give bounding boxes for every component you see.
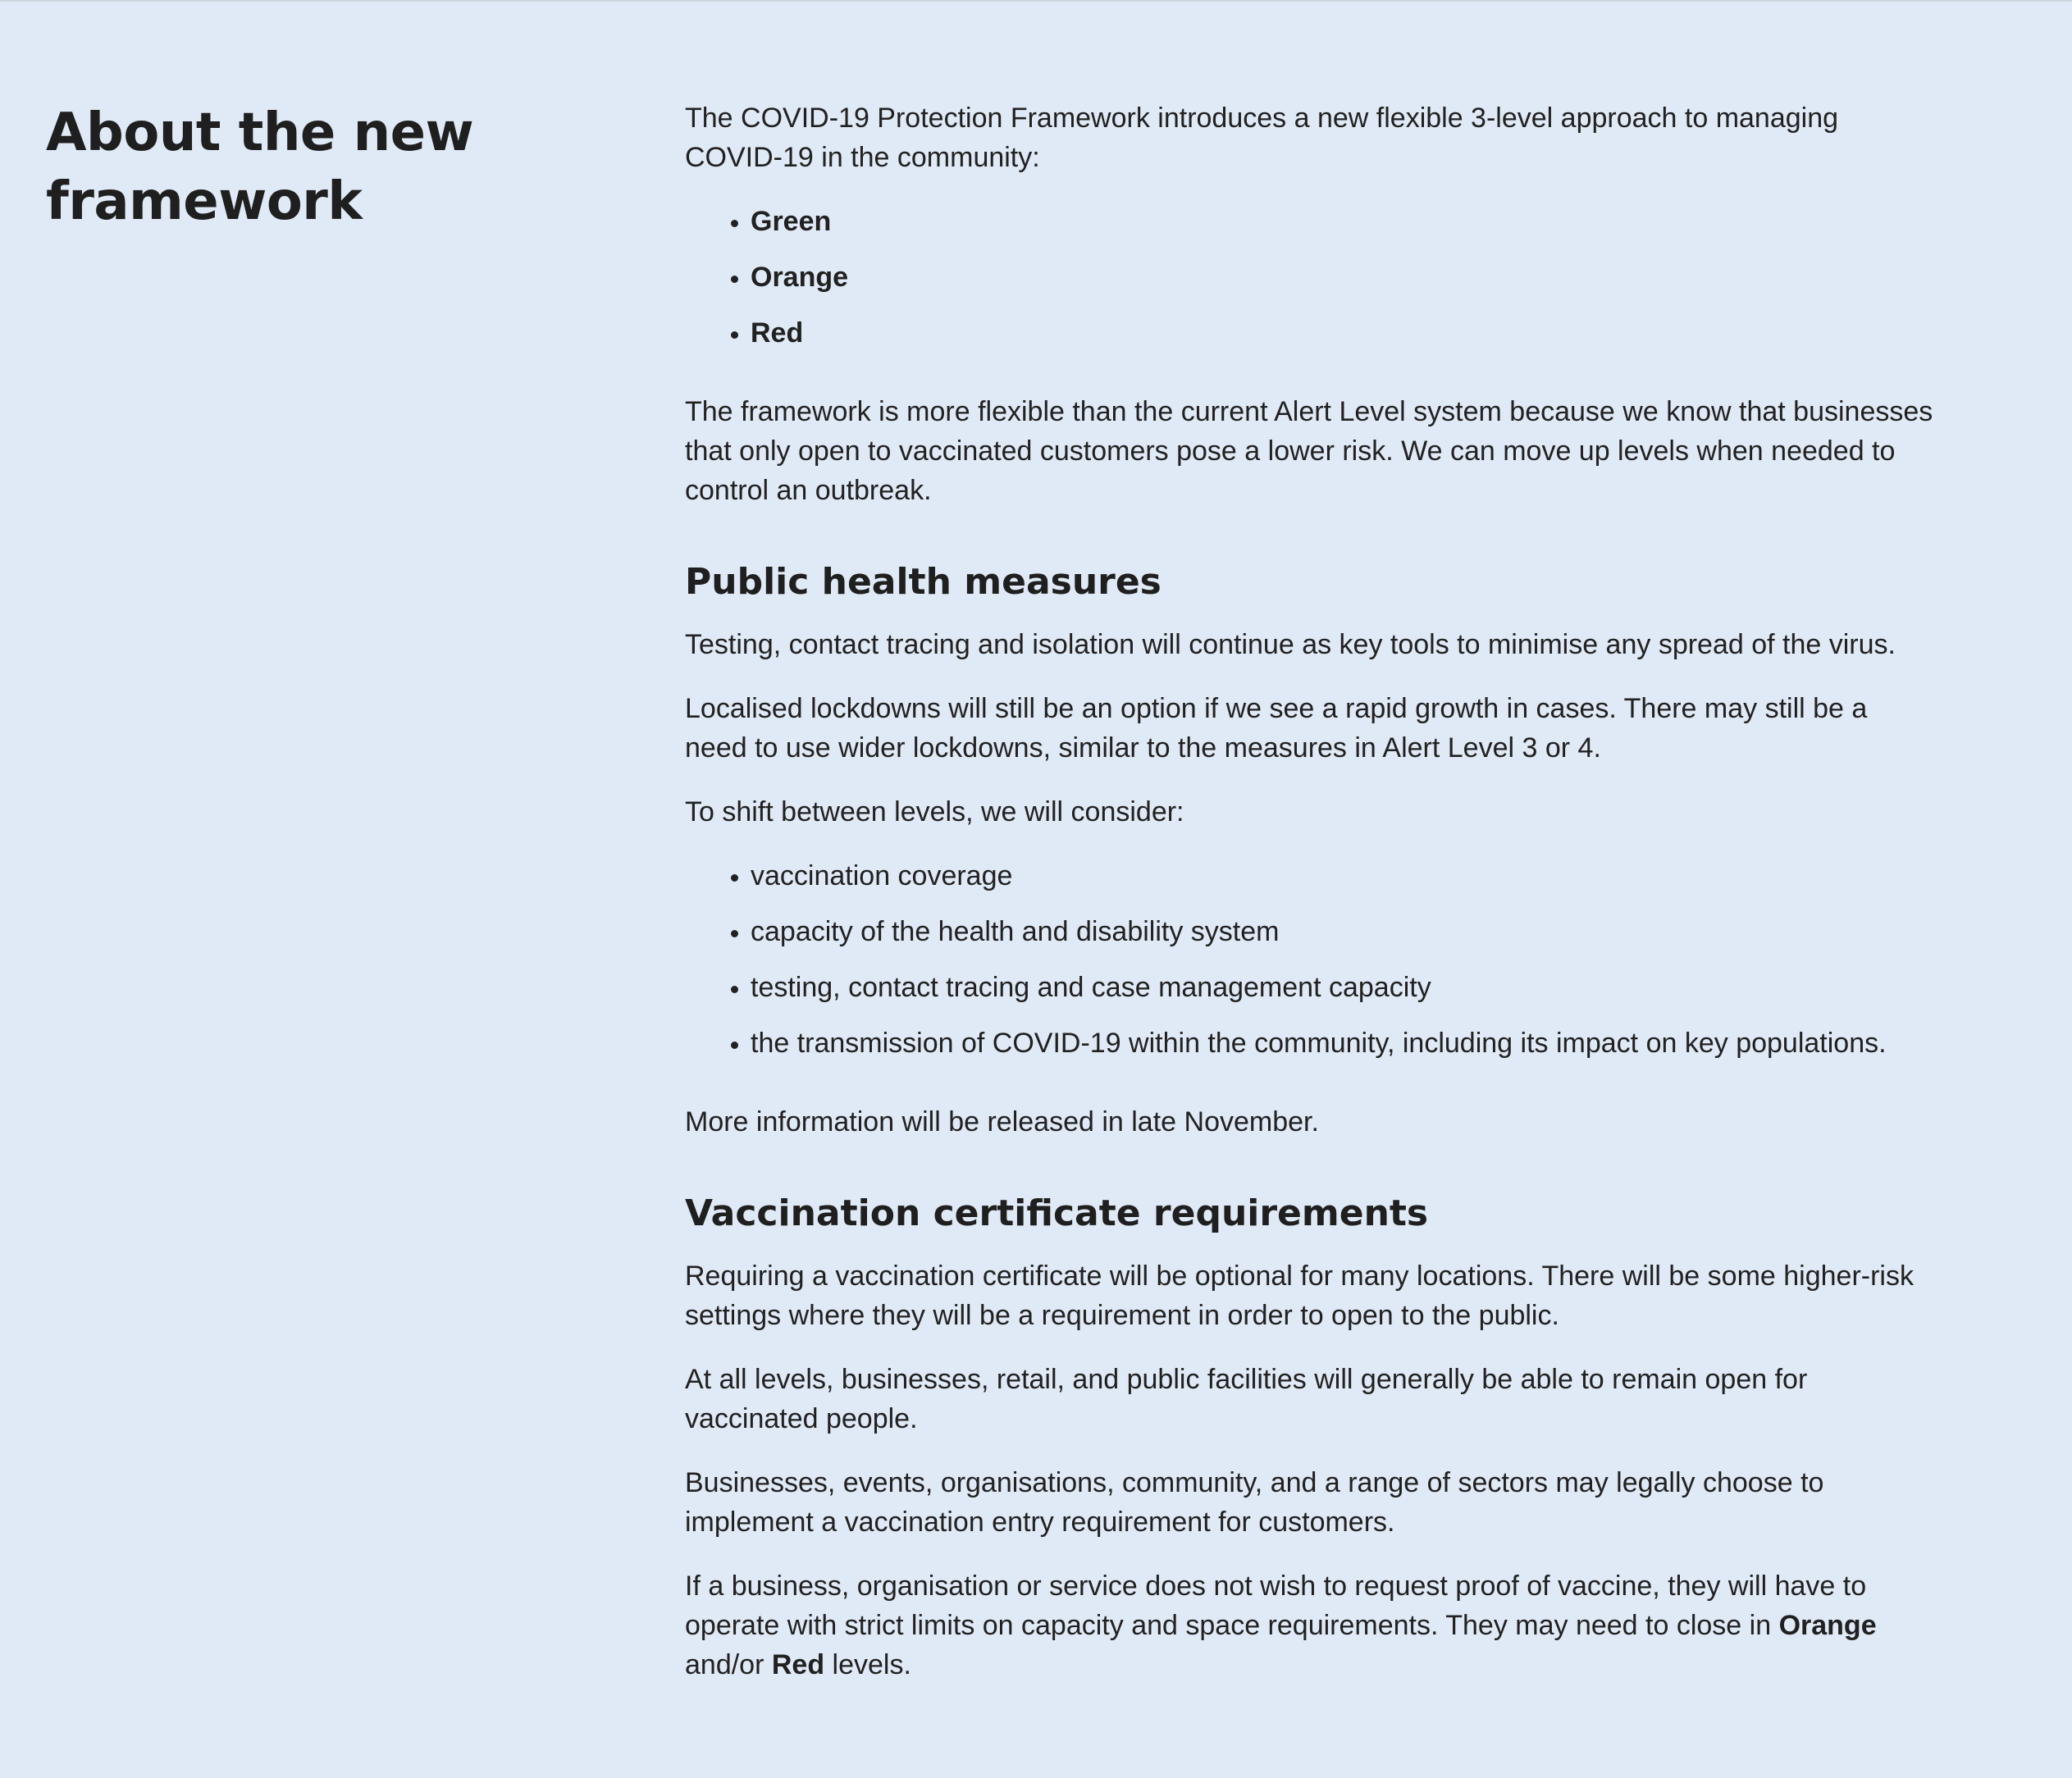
list-item: • vaccination coverage xyxy=(751,856,1936,896)
public-health-heading: Public health measures xyxy=(685,561,1162,603)
main-content xyxy=(685,98,1936,1709)
flexibility-paragraph: The framework is more flexible than the current Alert Level system because we know that businesses that only open to vaccinated customers pose a lower risk. We can move up levels when needed to control an outbreak. xyxy=(685,396,1933,506)
sidebar xyxy=(46,98,555,236)
testing-paragraph: Testing, contact tracing and isolation will continue as key tools to minimise any spread of the virus. xyxy=(685,629,1896,660)
list-item: • the transmission of COVID-19 within the community, including its impact on key populations. xyxy=(751,1023,1936,1063)
lockdowns-paragraph: Localised lockdowns will still be an option if we see a rapid growth in cases. There may still be a need to use wider lockdowns, similar to the measures in Alert Level 3 or 4. xyxy=(685,693,1868,764)
remain-open-paragraph: At all levels, businesses, retail, and public facilities will generally be able to remain open for vaccinated people. xyxy=(685,1364,1808,1434)
page xyxy=(0,2,2072,1778)
strict-limits-text: If a business, organisation or service does not wish to request proof of vaccine, they will have to operate with strict limits on capacity and space requirements. They may need to close in xyxy=(685,1571,1867,1641)
list-item: • Orange xyxy=(751,258,1936,297)
certificate-optional-paragraph: Requiring a vaccination certificate will be optional for many locations. There will be some higher-risk settings where they will be a requirement in order to open to the public. xyxy=(685,1261,1914,1331)
list-item: • capacity of the health and disability system xyxy=(751,912,1936,951)
intro-paragraph: The COVID-19 Protection Framework introduces a new flexible 3-level approach to managing COVID-19 in the community: xyxy=(685,103,1839,173)
strict-limits-paragraph xyxy=(685,1566,1936,1685)
list-item: • testing, contact tracing and case management capacity xyxy=(751,968,1936,1007)
strict-limits-conjunction: and/or xyxy=(685,1649,772,1680)
list-item: • Green xyxy=(751,202,1936,241)
red-level-label: Red xyxy=(771,1649,825,1680)
more-info-paragraph: More information will be released in late November. xyxy=(685,1106,1319,1137)
considerations-list xyxy=(685,856,1936,1063)
orange-level-label: Orange xyxy=(1778,1610,1877,1641)
strict-limits-end: levels. xyxy=(824,1649,911,1680)
levels-list xyxy=(685,202,1936,353)
entry-requirement-paragraph: Businesses, events, organisations, community, and a range of sectors may legally choose to implement a vaccination entry requirement for customers. xyxy=(685,1467,1824,1538)
page-title: About the new framework xyxy=(46,103,474,232)
shift-levels-paragraph: To shift between levels, we will consider: xyxy=(685,796,1184,827)
vaccination-heading: Vaccination certificate requirements xyxy=(685,1192,1429,1234)
list-item: • Red xyxy=(751,313,1936,353)
